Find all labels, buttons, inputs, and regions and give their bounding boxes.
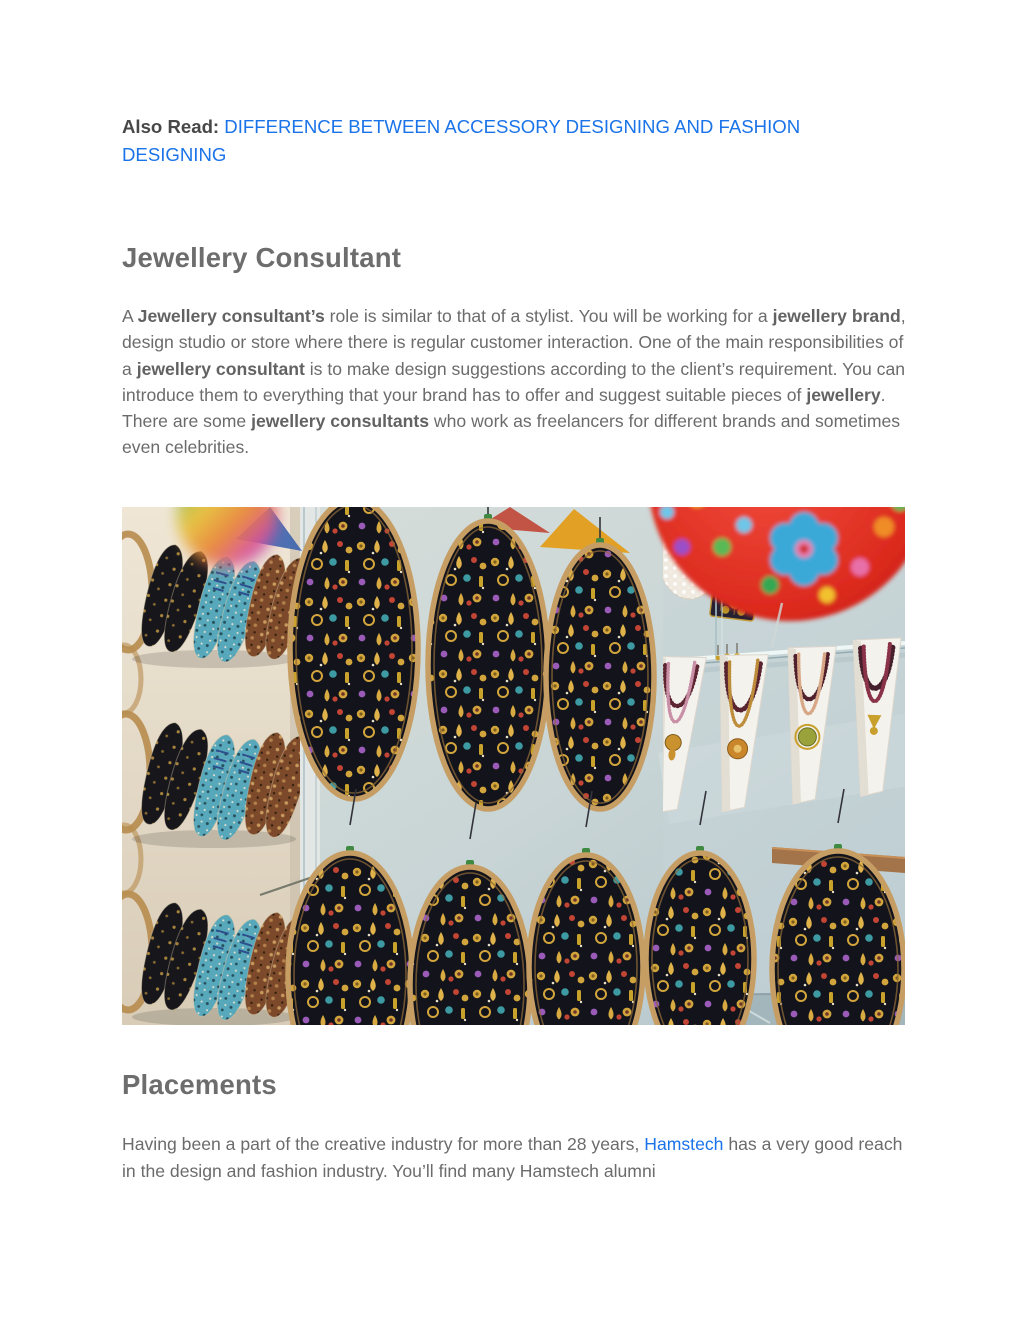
text-segment-bold: jewellery <box>806 384 881 405</box>
hamstech-link[interactable]: Hamstech <box>644 1134 724 1155</box>
text-segment: , design studio or store where there is regular customer interaction. One of the main responsibilities of a <box>122 306 906 379</box>
also-read-label: Also Read: <box>122 116 225 137</box>
text-segment: role is similar to that of a stylist. You will be working for a <box>324 306 773 327</box>
jewellery-paragraph <box>122 303 910 460</box>
text-segment: who work as freelancers for different brands and sometimes even celebrities. <box>122 411 901 458</box>
placements-heading: Placements <box>122 1069 277 1101</box>
also-read-line <box>122 113 902 168</box>
text-segment: has a very good reach in the design and fashion industry. You’ll find many Hamstech alumni <box>122 1134 903 1181</box>
placements-paragraph <box>122 1131 910 1183</box>
text-segment-bold: jewellery consultants <box>251 411 430 431</box>
text-segment-bold: jewellery brand <box>772 306 901 327</box>
text-segment: is to make design suggestions according to the client’s requirement. You can introduce them to everything that your brand has to offer and suggest suitable pieces of <box>122 358 906 405</box>
text-segment-bold: Jewellery consultant’s <box>137 306 325 327</box>
earring-hoop <box>290 507 418 799</box>
text-segment-bold: jewellery consultant <box>136 358 305 379</box>
text-segment: Having been a part of the creative industry for more than 28 years, <box>122 1134 645 1155</box>
shoe-rack <box>122 507 316 1025</box>
text-segment: A <box>122 306 138 327</box>
jewellery-display-photo <box>122 507 905 1025</box>
text-segment: . There are some <box>122 384 886 431</box>
also-read-link[interactable]: DIFFERENCE BETWEEN ACCESSORY DESIGNING AND FASHION DESIGNING <box>122 116 801 165</box>
jewellery-consultant-heading: Jewellery Consultant <box>122 242 402 274</box>
